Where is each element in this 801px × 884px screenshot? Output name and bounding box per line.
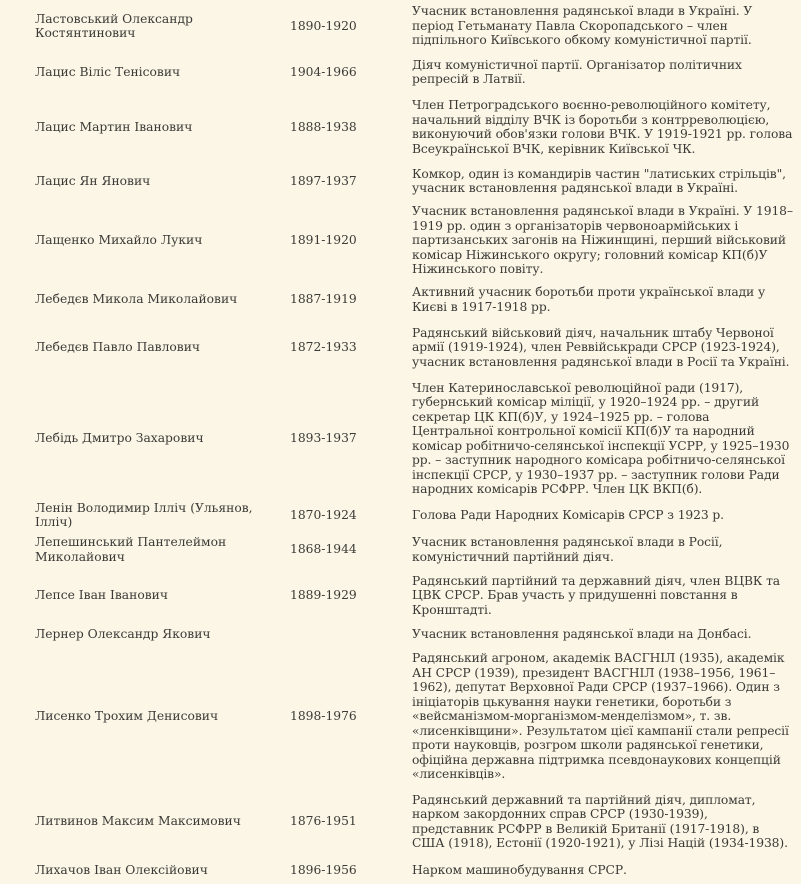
table-row [0,281,801,319]
person-name: Литвинов Максим Максимович [35,814,241,829]
table-row [0,501,801,530]
person-description: Учасник встановлення радянської влади на Донбасі. [412,626,752,641]
table-row [0,162,801,200]
person-name: Лепешинський Пантелеймон Миколайович [35,535,227,564]
person-description: Учасник встановлення радянської влади в Росії, комуністичний партійний діяч. [412,535,723,564]
person-description: Діяч комуністичної партії. Організатор політичних репресій в Латвії. [412,57,742,86]
person-description: Член Катеринославської революційної ради (1917), губернський комісар міліції, у 1920–1924 рр. – другий секретар ЦК КП(б)У, у 1924–1925 рр. – голова Центральної контрольної комісії КП(б)У та народний комісар робітничо-селянської інспекції УСРР, у 1925–1930 рр. – заступник народного комісара робітничо-селянської інспекції СРСР, у 1930–1937 рр. – заступник голови Ради народних комісарів РСФРР. Член ЦК ВКП(б). [412,380,790,496]
person-name: Лебедєв Павло Павлович [35,340,201,355]
person-description: Комкор, один із командирів частин "латиських стрільців", учасник встановлення радянської влади в Україні. [412,166,786,195]
table-row [0,200,801,281]
person-name: Лебідь Дмитро Захарович [35,431,204,446]
table-row [0,0,801,52]
life-years: 1876-1951 [290,814,357,829]
person-name: Ластовський Олександр Костянтинович [35,11,193,40]
person-description: Радянський агроном, академік ВАСГНІЛ (1935), академік АН СРСР (1939), президент ВАСГНІЛ (1938–1956, 1961–1962), депутат Верховної Ради СРСР (1937–1966). Один з ініціаторів цькування науки генетики, боротьби з «вейсманізмом-морганізмом-менделізмом», т. зв. «лисенківщини». Результатом цієї кампанії стали репресії проти науковців, розгром школи радянської генетики, офіційна державна підтримка псевдонаукових концепцій «лисенківців». [412,651,789,781]
person-description: Член Петроградського воєнно-революційного комітету, начальний відділу ВЧК із боротьби з контрреволюцією, виконуючий обов'язки голови ВЧК. У 1919-1921 рр. голова Всеукраїнської ВЧК, керівник Київської ЧК. [412,98,793,156]
person-name: Лепсе Іван Іванович [35,588,168,602]
life-years: 1893-1937 [290,431,357,446]
table-row [0,621,801,647]
person-name: Лацис Мартин Іванович [35,119,193,134]
person-description: Активний учасник боротьби проти української влади у Києві в 1917-1918 рр. [412,285,766,314]
table-row [0,52,801,92]
person-name: Ленін Володимир Ілліч (Ульянов, Ілліч) [35,500,253,529]
life-years: 1868-1944 [290,542,357,557]
table-row [0,786,801,858]
person-name: Лебедєв Микола Миколайович [35,292,238,307]
table-row [0,92,801,162]
person-description: Голова Ради Народних Комісарів СРСР з 1923 р. [412,507,724,522]
person-name: Лацис Віліс Тенісович [35,64,181,79]
life-years: 1896-1956 [290,863,357,878]
life-years: 1904-1966 [290,64,357,79]
table-row [0,530,801,570]
life-years: 1887-1919 [290,292,357,307]
person-name: Лихачов Іван Олексійович [35,863,208,878]
life-years: 1898-1976 [290,709,357,723]
life-years: 1888-1938 [290,119,357,134]
table-row [0,858,801,884]
person-name: Лацис Ян Янович [35,173,151,188]
person-description: Радянський партійний та державний діяч, член ВЦВК та ЦВК СРСР. Брав участь у придушенні повстання в Кронштадті. [412,573,781,617]
life-years: 1891-1920 [290,233,357,247]
table-row [0,647,801,786]
person-description: Радянський державний та партійний діяч, дипломат, нарком закордонних справ СРСР (1930-1939), представник РСФРР в Великій Британії (1917-1918), в США (1918), Естонії (1920-1921), у Лізі Націй (1934-1938). [412,792,788,850]
person-name: Лащенко Михайло Лукич [35,233,203,247]
life-years: 1872-1933 [290,340,357,355]
life-years: 1889-1929 [290,588,357,602]
person-description: Учасник встановлення радянської влади в Україні. У 1918–1919 рр. один з організаторів червоноармійських і партизанських загонів на Ніжинщині, перший військовий комісар Ніжинського округу; головний комісар КП(б)У Ніжинського повіту. [412,204,793,276]
table-row [0,319,801,377]
table-row [0,570,801,622]
life-years: 1890-1920 [290,18,357,33]
person-description: Радянський військовий діяч, начальник штабу Червоної армії (1919-1924), член Реввійськради СРСР (1923-1924), учасник встановлення радянської влади в Росії та Україні. [412,325,790,369]
life-years: 1897-1937 [290,173,357,188]
person-description: Нарком машинобудування СРСР. [412,863,627,878]
life-years: 1870-1924 [290,507,357,522]
life-years [290,621,410,647]
table-row [0,377,801,501]
person-name: Лернер Олександр Якович [35,626,211,641]
person-description: Учасник встановлення радянської влади в Україні. У період Гетьманату Павла Скоропадського – член підпільного Київського обкому комуністичної партії. [412,4,753,48]
person-name: Лисенко Трохим Денисович [35,709,219,723]
